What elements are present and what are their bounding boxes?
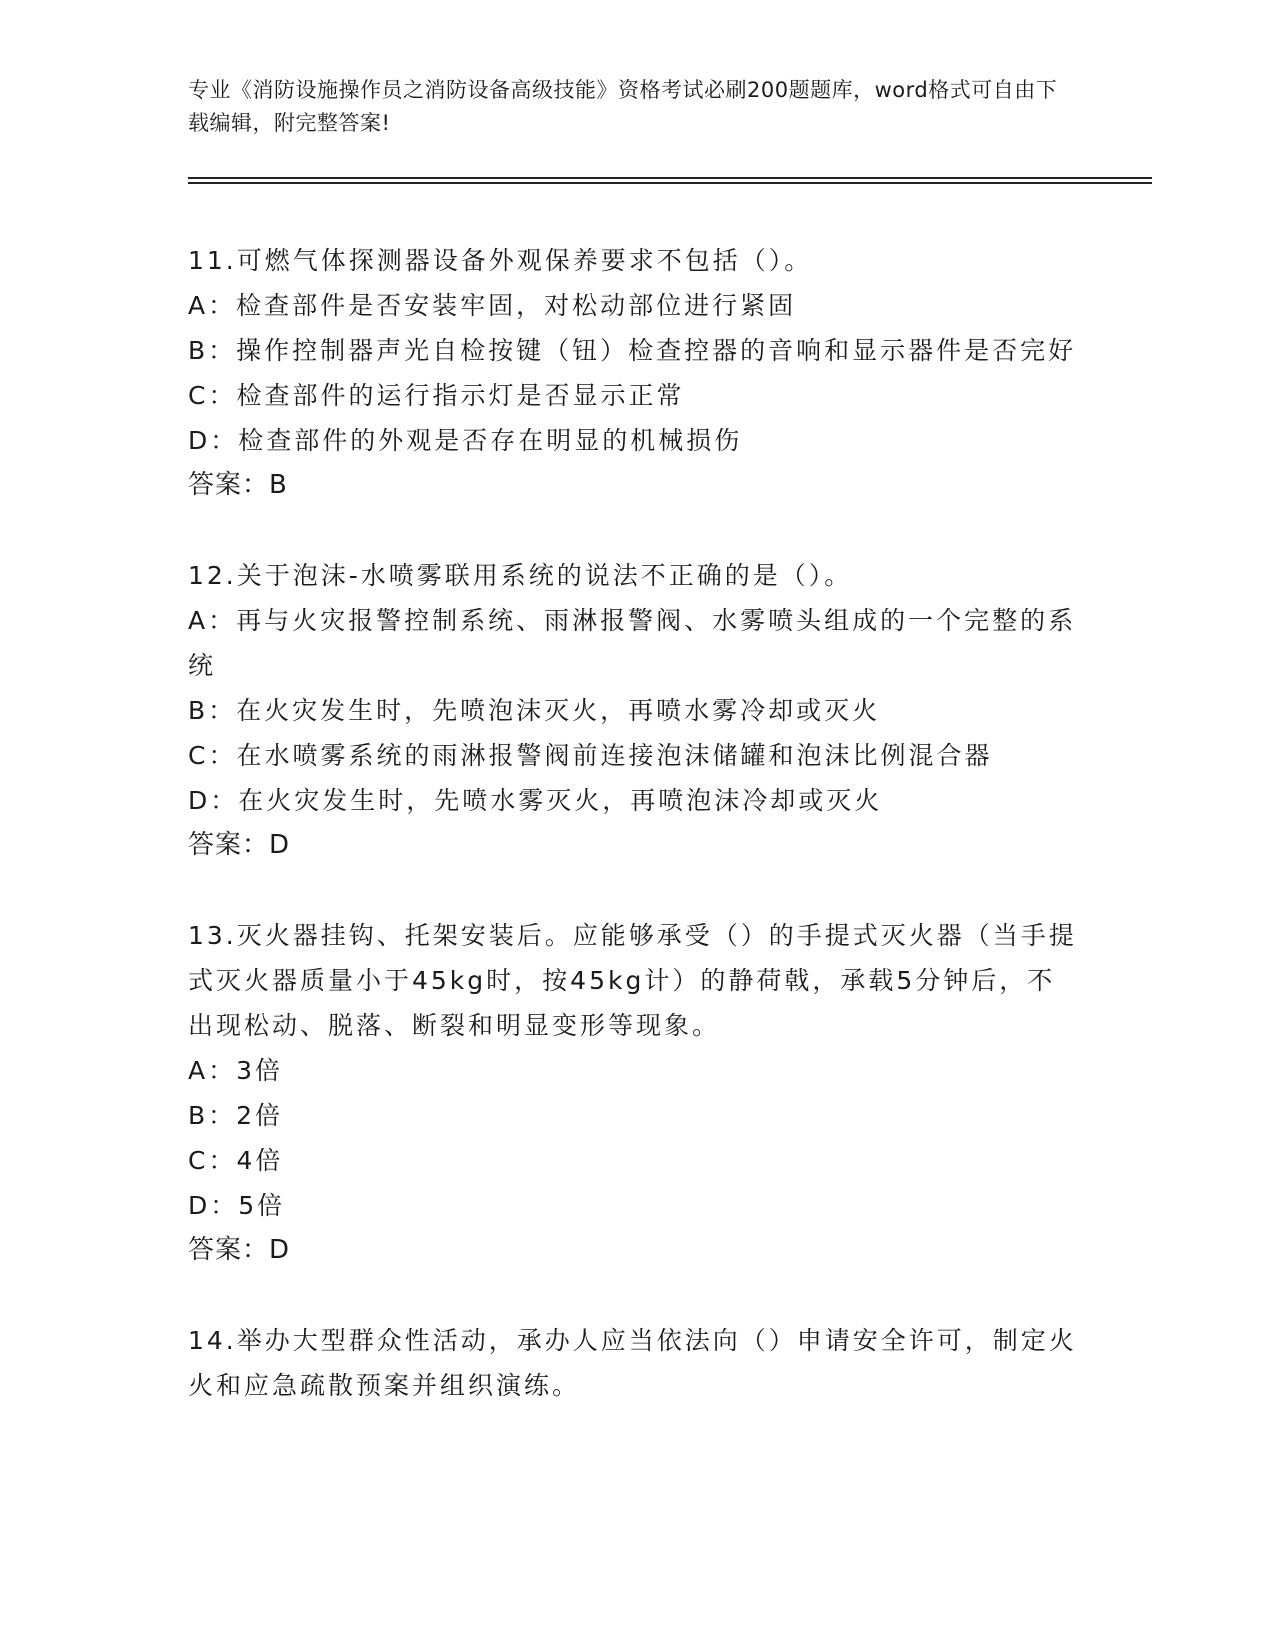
option-d: D：5倍: [188, 1191, 286, 1220]
question-11: [188, 238, 1078, 508]
question-stem: 11.可燃气体探测器设备外观保养要求不包括（）。: [188, 246, 813, 275]
option-b: B：2倍: [188, 1101, 284, 1130]
question-list: [188, 238, 1078, 1453]
header-divider-top: [188, 177, 1152, 179]
question-stem: 12.关于泡沫-水喷雾联用系统的说法不正确的是（）。: [188, 561, 853, 590]
option-a: A：再与火灾报警控制系统、雨淋报警阀、水雾喷头组成的一个完整的系统: [188, 606, 1077, 680]
document-header: 专业《消防设施操作员之消防设备高级技能》资格考试必刷200题题库，word格式可自由下载编辑，附完整答案!: [188, 78, 1058, 135]
option-b: B：操作控制器声光自检按键（钮）检查控器的音响和显示器件是否完好: [188, 336, 1077, 365]
option-a: A：检查部件是否安装牢固，对松动部位进行紧固: [188, 291, 797, 320]
option-c: C：检查部件的运行指示灯是否显示正常: [188, 381, 685, 410]
question-12: [188, 553, 1078, 868]
option-a: A：3倍: [188, 1056, 284, 1085]
answer-text: 答案：D: [188, 830, 291, 860]
option-d: D：在火灾发生时，先喷水雾灭火，再喷泡沫冷却或灭火: [188, 786, 883, 815]
option-d: D：检查部件的外观是否存在明显的机械损伤: [188, 426, 743, 455]
question-stem: 13.灭火器挂钩、托架安装后。应能够承受（）的手提式灭火器（当手提式灭火器质量小于45kg时，按45kg计）的静荷戟，承载5分钟后，不出现松动、脱落、断裂和明显变形等现象。: [188, 921, 1077, 1040]
question-14: [188, 1318, 1078, 1408]
option-c: C：4倍: [188, 1146, 284, 1175]
header-divider-bottom: [188, 182, 1152, 184]
question-13: [188, 913, 1078, 1273]
option-b: B：在火灾发生时，先喷泡沫灭火，再喷水雾冷却或灭火: [188, 696, 881, 725]
answer-text: 答案：D: [188, 1235, 291, 1265]
answer-text: 答案：B: [188, 470, 288, 500]
question-stem: 14.举办大型群众性活动，承办人应当依法向（）申请安全许可，制定火火和应急疏散预案并组织演练。: [188, 1326, 1077, 1400]
option-c: C：在水喷雾系统的雨淋报警阀前连接泡沫储罐和泡沫比例混合器: [188, 741, 993, 770]
